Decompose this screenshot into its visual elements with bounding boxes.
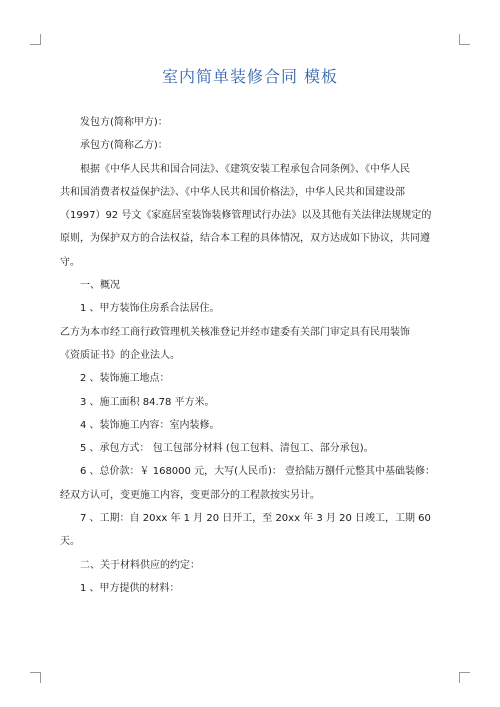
crop-mark-top-right (459, 34, 470, 45)
paragraph-line: 6 、总价款：￥ 168000 元，大写(人民币)： 壹拾陆万捌仟元整其中基础装修： (80, 466, 436, 478)
paragraph-line: 5 、承包方式： 包工包部分材料 (包工包料、清包工、部分承包)。 (80, 443, 374, 455)
paragraph-line: 1 、甲方提供的材料： (80, 582, 180, 594)
document-title: 室内简单装修合同 模板 (161, 67, 339, 86)
paragraph-line: 2 、装饰施工地点： (80, 373, 170, 385)
document-body (60, 111, 445, 600)
paragraph-line: 发包方(简称甲方)： (80, 117, 168, 128)
paragraph-line: 守。 (60, 256, 80, 268)
paragraph-line: 《资质证书》的企业法人。 (60, 349, 180, 361)
paragraph-line: 承包方(简称乙方)： (80, 140, 168, 152)
paragraph-line: 7 、工期：自 20xx 年 1 月 20 日开工，至 20xx 年 3 月 20 日竣工，工期 60 (80, 513, 431, 525)
paragraph-line: 原则，为保护双方的合法权益，结合本工程的具体情况，双方达成如下协议，共同遵 (60, 233, 430, 245)
paragraph-line: 根据《中华人民共和国合同法》、《建筑安装工程承包合同条例》、《中华人民 (80, 163, 410, 175)
paragraph-line: 一、概况 (80, 280, 120, 292)
crop-mark-bottom-right (459, 672, 470, 683)
paragraph-line: 天。 (60, 536, 80, 548)
crop-mark-bottom-left (30, 672, 41, 683)
crop-mark-top-left (30, 34, 41, 45)
paragraph-line: 1 、甲方装饰住房系合法居住。 (80, 303, 220, 315)
paragraph-line: 3 、施工面积 84.78 平方米。 (80, 396, 215, 408)
paragraph-line: 经双方认可，变更施工内容，变更部分的工程款按实另计。 (60, 489, 320, 501)
paragraph-line: 共和国消费者权益保护法》、《中华人民共和国价格法》，中华人民共和国建设部 (60, 186, 405, 198)
paragraph-line: 乙方为本市经工商行政管理机关核准登记并经市建委有关部门审定具有民用装饰 (60, 326, 410, 338)
paragraph-line: 二、关于材料供应的约定： (80, 559, 200, 571)
paragraph-line: （1997）92 号文《家庭居室装饰装修管理试行办法》以及其他有关法律法规规定的 (60, 210, 432, 222)
paragraph-line: 4 、装饰施工内容：室内装修。 (80, 419, 220, 431)
